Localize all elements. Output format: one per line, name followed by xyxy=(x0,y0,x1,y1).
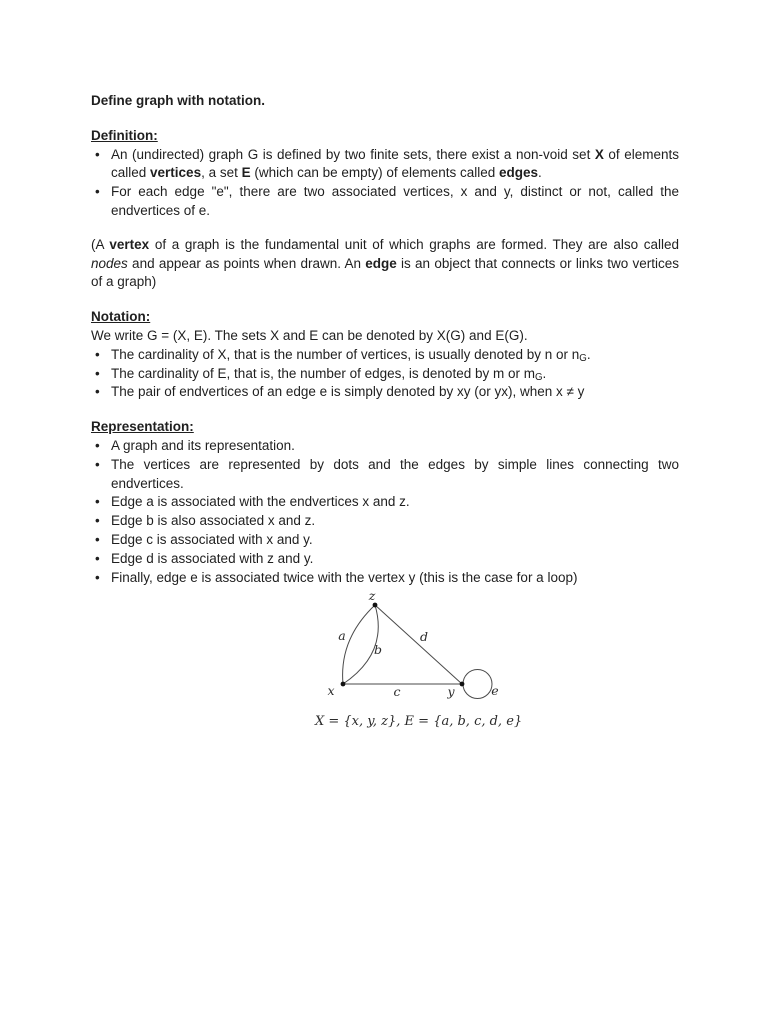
list-item xyxy=(91,346,679,365)
bullet-icon: • xyxy=(95,456,100,472)
list-item xyxy=(91,512,679,531)
bullet-icon: • xyxy=(95,550,100,566)
edge-label-d: d xyxy=(419,629,429,645)
loop-circle-e xyxy=(463,670,492,699)
list-item-text: The pair of endvertices of an edge e is simply denoted by xy (or yx), when x ≠ y xyxy=(111,384,585,400)
list-item-text: Edge c is associated with x and y. xyxy=(111,531,313,547)
page-title: Define graph with notation. xyxy=(91,93,265,108)
vertex-note-paragraph: (A vertex of a graph is the fundamental unit of which graphs are formed. They are also called nodes and appear as points when drawn. An edge is an object that connects or links two vertices of a graph) xyxy=(91,236,679,290)
bullet-icon: • xyxy=(95,513,100,529)
list-item xyxy=(91,550,679,569)
bullet-icon: • xyxy=(95,531,100,547)
list-item-text: The cardinality of X, that is the number of vertices, is usually denoted by n or $n_G$. xyxy=(111,346,591,364)
list-item-text: Edge a is associated with the endvertices x and z. xyxy=(111,494,410,510)
document-body xyxy=(91,92,679,732)
bullet-icon: • xyxy=(95,184,100,200)
definition-list xyxy=(91,146,679,221)
edge-label-a: a xyxy=(338,628,346,644)
graph-figure xyxy=(315,589,523,732)
edge-label-c: c xyxy=(393,684,401,700)
list-item xyxy=(91,183,679,221)
list-item-text: Edge b is also associated x and z. xyxy=(111,513,316,529)
list-item-text: The cardinality of E, that is, the number of edges, is denoted by m or $m_G$. xyxy=(111,365,547,383)
list-item-text: Finally, edge e is associated twice with the vertex y (this is the case for a loop) xyxy=(111,569,578,585)
bullet-icon: • xyxy=(95,384,100,400)
bullet-icon: • xyxy=(95,569,100,585)
bullet-icon: • xyxy=(95,365,100,381)
representation-heading: Representation: xyxy=(91,419,194,435)
list-item xyxy=(91,569,679,588)
edge-label-b: b xyxy=(373,642,383,658)
edge-curve-a xyxy=(343,605,375,684)
vertex-label-z: z xyxy=(368,589,376,604)
vertex-label-y: y xyxy=(447,684,455,700)
list-item-text: Edge d is associated with z and y. xyxy=(111,550,314,566)
vertex-dot-x xyxy=(341,682,346,687)
bullet-icon: • xyxy=(95,494,100,510)
notation-list xyxy=(91,346,679,402)
list-item xyxy=(91,456,679,494)
vertex-dot-z xyxy=(373,603,378,608)
list-item-text: A graph and its representation. xyxy=(111,437,295,453)
edge-line-d xyxy=(375,605,462,684)
list-item xyxy=(91,146,679,184)
graph-diagram xyxy=(315,589,515,707)
list-item xyxy=(91,493,679,512)
list-item xyxy=(91,365,679,384)
representation-list xyxy=(91,437,679,587)
figure-caption: X = {x, y, z}, E = {a, b, c, d, e} xyxy=(315,714,523,730)
list-item xyxy=(91,437,679,456)
bullet-icon: • xyxy=(95,146,100,162)
bullet-icon: • xyxy=(95,346,100,362)
vertex-label-x: x xyxy=(327,683,335,699)
notation-intro: We write G = (X, E). The sets X and E can be denoted by X(G) and E(G). xyxy=(91,327,528,343)
definition-heading: Definition: xyxy=(91,127,158,143)
list-item-text: The vertices are represented by dots and the edges by simple lines connecting two endvertices. xyxy=(111,456,679,491)
vertex-dot-y xyxy=(460,682,465,687)
notation-heading: Notation: xyxy=(91,309,151,325)
list-item xyxy=(91,531,679,550)
list-item xyxy=(91,383,679,402)
list-item-text: For each edge "e", there are two associated vertices, x and y, distinct or not, called the endvertices of e. xyxy=(111,184,679,218)
bullet-icon: • xyxy=(95,437,100,453)
list-item-text: An (undirected) graph G is defined by two finite sets, there exist a non-void set X of elements called vertices, a set E (which can be empty) of elements called edges. xyxy=(111,146,679,181)
edge-label-e: e xyxy=(491,683,499,699)
